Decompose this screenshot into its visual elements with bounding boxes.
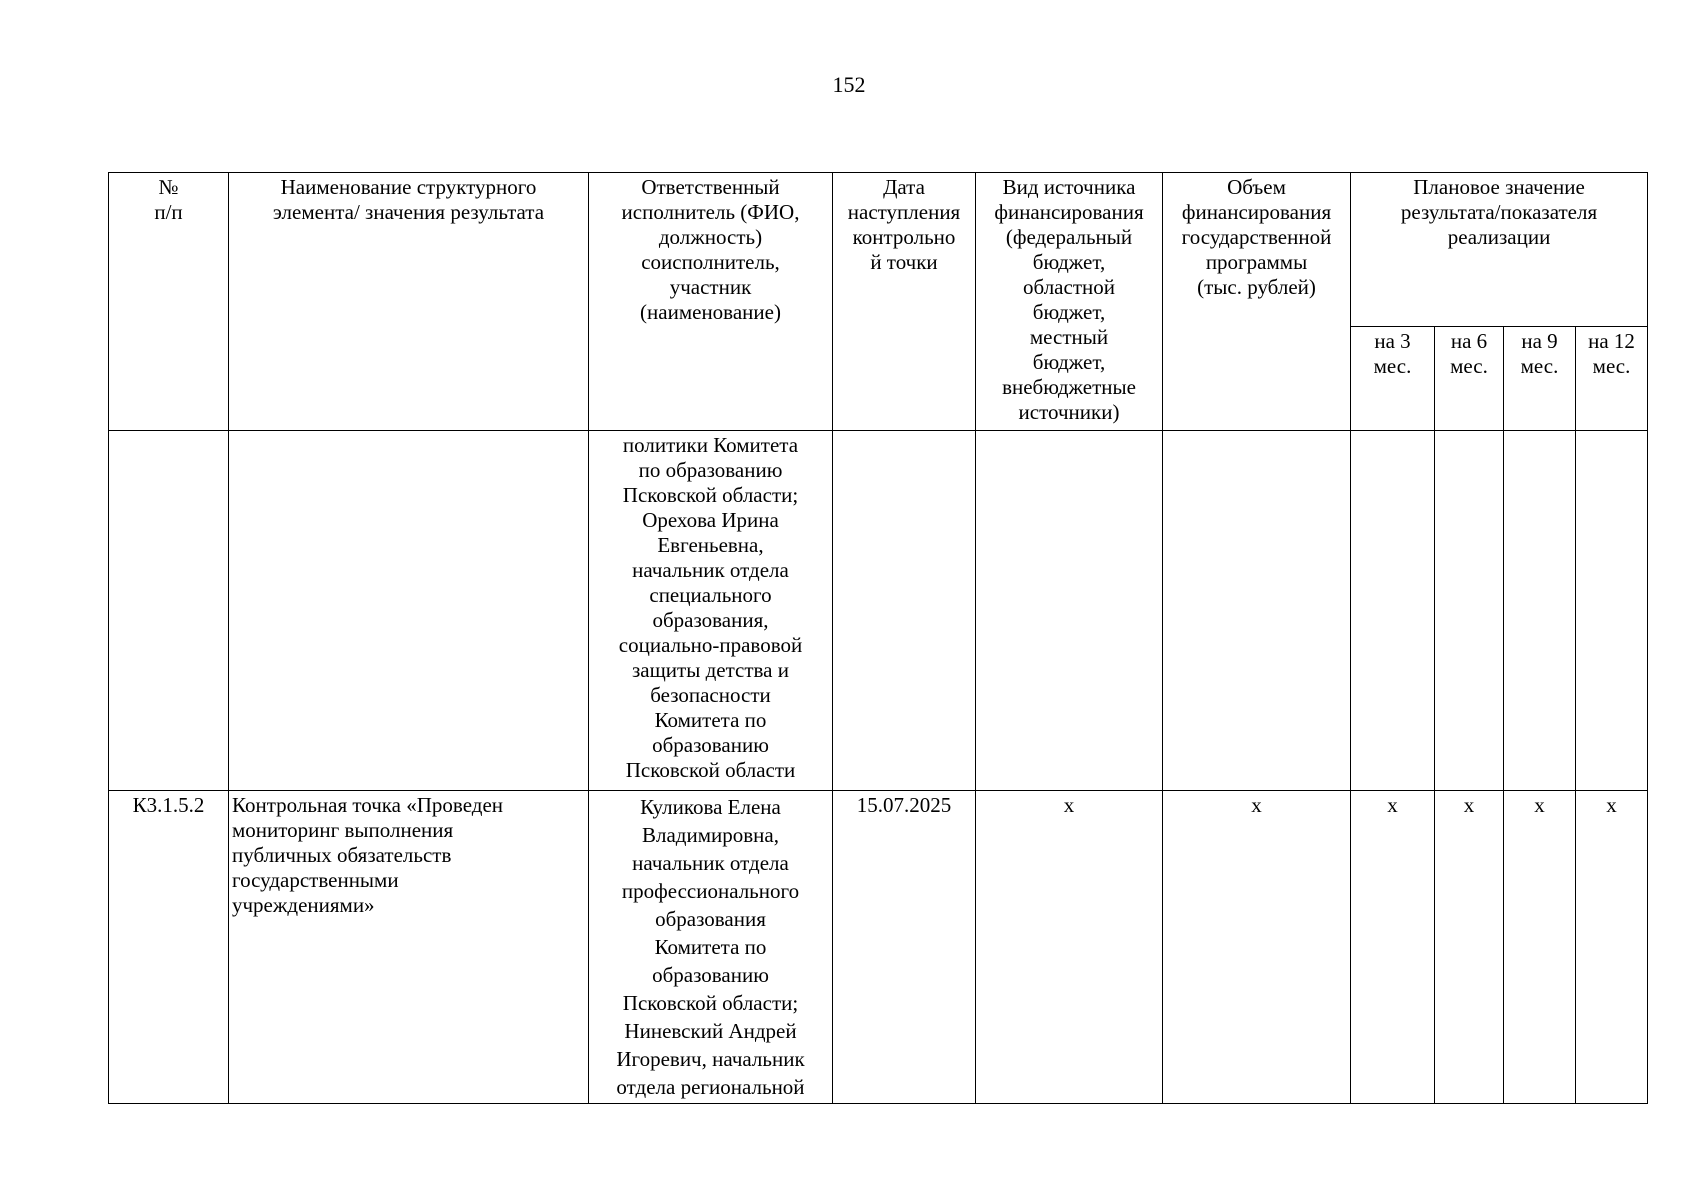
cell-line: Дата [883,175,925,199]
cell-line: Комитета по [654,708,767,732]
cell-line: государственными [232,868,399,892]
row-period-6: х [1435,791,1504,1104]
cell-line: Ниневский Андрей [624,1019,797,1043]
cell-line: элемента/ значения результата [272,200,545,224]
cell-line: контрольно [852,225,956,249]
cell-line: п/п [154,200,183,224]
cell-line: мес. [1373,354,1412,379]
cell-line: политики Комитета [622,433,799,457]
row-date [833,431,976,791]
cell-line: Объем [1227,175,1286,199]
cell-line: по образованию [638,458,783,482]
cell-line: Наименование структурного [280,175,537,199]
cell-line: социально-правовой [618,633,803,657]
cell-line: на 6 [1450,329,1488,354]
row-name [229,791,589,1104]
row-volume: х [1163,791,1351,1104]
row-period-6 [1435,431,1504,791]
cell-line: бюджет, [1032,350,1106,374]
row-period-9 [1504,431,1576,791]
header-planned [1351,173,1648,327]
cell-line: Вид источника [1002,175,1136,199]
cell-line: на 3 [1374,329,1411,354]
cell-line: защиты детства и [632,658,789,682]
row-num [109,431,229,791]
cell-line: Игоревич, начальник [616,1047,805,1071]
cell-line: государственной [1181,225,1332,249]
cell-line: исполнитель (ФИО, [621,200,800,224]
cell-line: областной [1023,275,1115,299]
row-period-3: х [1351,791,1435,1104]
cell-line: мес. [1592,354,1631,379]
cell-line: публичных обязательств [232,843,452,867]
cell-line: начальник отдела [632,558,789,582]
cell-line: программы [1205,250,1308,274]
cell-line: мес. [1520,354,1559,379]
row-period-12: х [1576,791,1648,1104]
row-period-12 [1576,431,1648,791]
header-row [109,173,1648,327]
row-period-9: х [1504,791,1576,1104]
cell-line: Псковской области; [622,483,799,507]
cell-line: участник [669,275,752,299]
header-executor [589,173,833,431]
cell-line: безопасности [650,683,771,707]
control-points-table [108,172,1648,1104]
cell-line: профессионального [621,879,800,903]
row-name [229,431,589,791]
cell-line: Плановое значение [1413,175,1585,199]
cell-line: № [158,175,179,199]
header-volume [1163,173,1351,431]
cell-line: внебюджетные [1002,375,1136,399]
header-name [229,173,589,431]
cell-line: на 12 [1588,329,1635,354]
row-source: х [976,791,1163,1104]
cell-line: (тыс. рублей) [1197,275,1316,299]
cell-line: образованию [652,963,769,987]
cell-line: результата/показателя [1400,200,1598,224]
cell-line: Комитета по [654,935,767,959]
cell-line: финансирования [1181,200,1332,224]
cell-line: образования, [652,608,769,632]
cell-line: Ответственный [641,175,780,199]
cell-line: й точки [870,250,938,274]
row-period-3 [1351,431,1435,791]
cell-line: учреждениями» [232,893,375,917]
cell-line: на 9 [1521,329,1558,354]
cell-line: образования [655,907,766,931]
cell-line: специального [649,583,772,607]
cell-line: образованию [652,733,769,757]
cell-line: бюджет, [1032,250,1106,274]
row-volume [1163,431,1351,791]
cell-line: соисполнитель, [641,250,780,274]
header-period-6 [1435,327,1504,431]
table-row [109,791,1648,1104]
cell-line: мониторинг выполнения [232,818,454,842]
header-period-9 [1504,327,1576,431]
cell-line: отдела региональной [616,1075,805,1099]
row-source [976,431,1163,791]
header-date [833,173,976,431]
header-source [976,173,1163,431]
cell-line: Псковской области [625,758,796,782]
row-executor [589,431,833,791]
row-num: К3.1.5.2 [109,791,229,1104]
header-num [109,173,229,431]
cell-line: местный [1029,325,1109,349]
cell-line: Куликова Елена [640,795,781,819]
cell-line: начальник отдела [632,851,789,875]
cell-line: (федеральный [1005,225,1133,249]
cell-line: реализации [1447,225,1551,249]
row-date: 15.07.2025 [833,791,976,1104]
cell-line: Евгеньевна, [657,533,764,557]
cell-line: Владимировна, [642,823,779,847]
table-row [109,431,1648,791]
cell-line: должность) [658,225,763,249]
cell-line: финансирования [994,200,1144,224]
cell-line: Псковской области; [622,991,799,1015]
cell-line: бюджет, [1032,300,1106,324]
cell-line: мес. [1450,354,1488,379]
cell-line: (наименование) [640,300,781,324]
cell-line: Орехова Ирина [642,508,779,532]
cell-line: Контрольная точка «Проведен [232,793,504,817]
cell-line: наступления [847,200,961,224]
header-period-3 [1351,327,1435,431]
cell-line: источники) [1018,400,1120,424]
page-number: 152 [832,72,866,97]
row-executor [589,791,833,1104]
header-period-12 [1576,327,1648,431]
